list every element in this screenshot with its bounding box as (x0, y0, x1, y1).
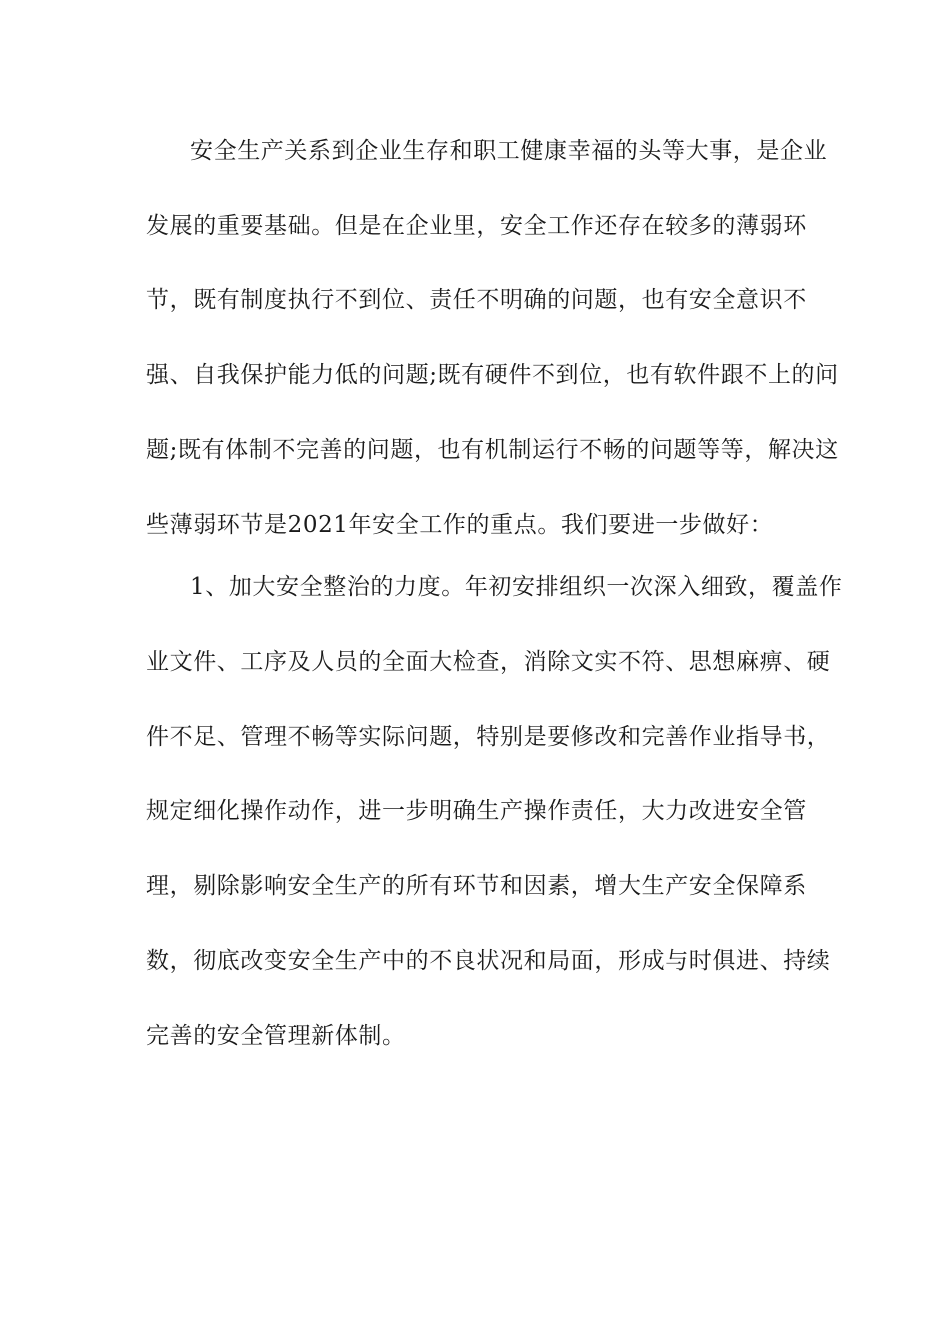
paragraph-1-line-2: 发展的重要基础。但是在企业里，安全工作还存在较多的薄弱环 (146, 213, 807, 239)
paragraph-1-line-3: 节，既有制度执行不到位、责任不明确的问题，也有安全意识不 (146, 287, 807, 313)
paragraph-2-line-4: 规定细化操作动作，进一步明确生产操作责任，大力改进安全管 (146, 798, 807, 824)
paragraph-2-line-3: 件不足、管理不畅等实际问题，特别是要修改和完善作业指导书， (146, 724, 831, 750)
paragraph-2-line-7: 完善的安全管理新体制。 (146, 1023, 406, 1049)
paragraph-2-line-1: 1、加大安全整治的力度。年初安排组织一次深入细致，覆盖作 (190, 574, 843, 600)
paragraph-1-line-6: 些薄弱环节是2021年安全工作的重点。我们要进一步做好： (146, 512, 774, 538)
paragraph-1-line-5: 题;既有体制不完善的问题，也有机制运行不畅的问题等等，解决这 (146, 437, 839, 463)
paragraph-2-line-2: 业文件、工序及人员的全面大检查，消除文实不符、思想麻痹、硬 (146, 649, 831, 675)
paragraph-1-line-1: 安全生产关系到企业生存和职工健康幸福的头等大事，是企业 (190, 138, 828, 164)
paragraph-2-line-5: 理，剔除影响安全生产的所有环节和因素，增大生产安全保障系 (146, 873, 807, 899)
paragraph-1-line-4: 强、自我保护能力低的问题;既有硬件不到位，也有软件跟不上的问 (146, 362, 839, 388)
paragraph-2-line-6: 数，彻底改变安全生产中的不良状况和局面，形成与时俱进、持续 (146, 948, 831, 974)
